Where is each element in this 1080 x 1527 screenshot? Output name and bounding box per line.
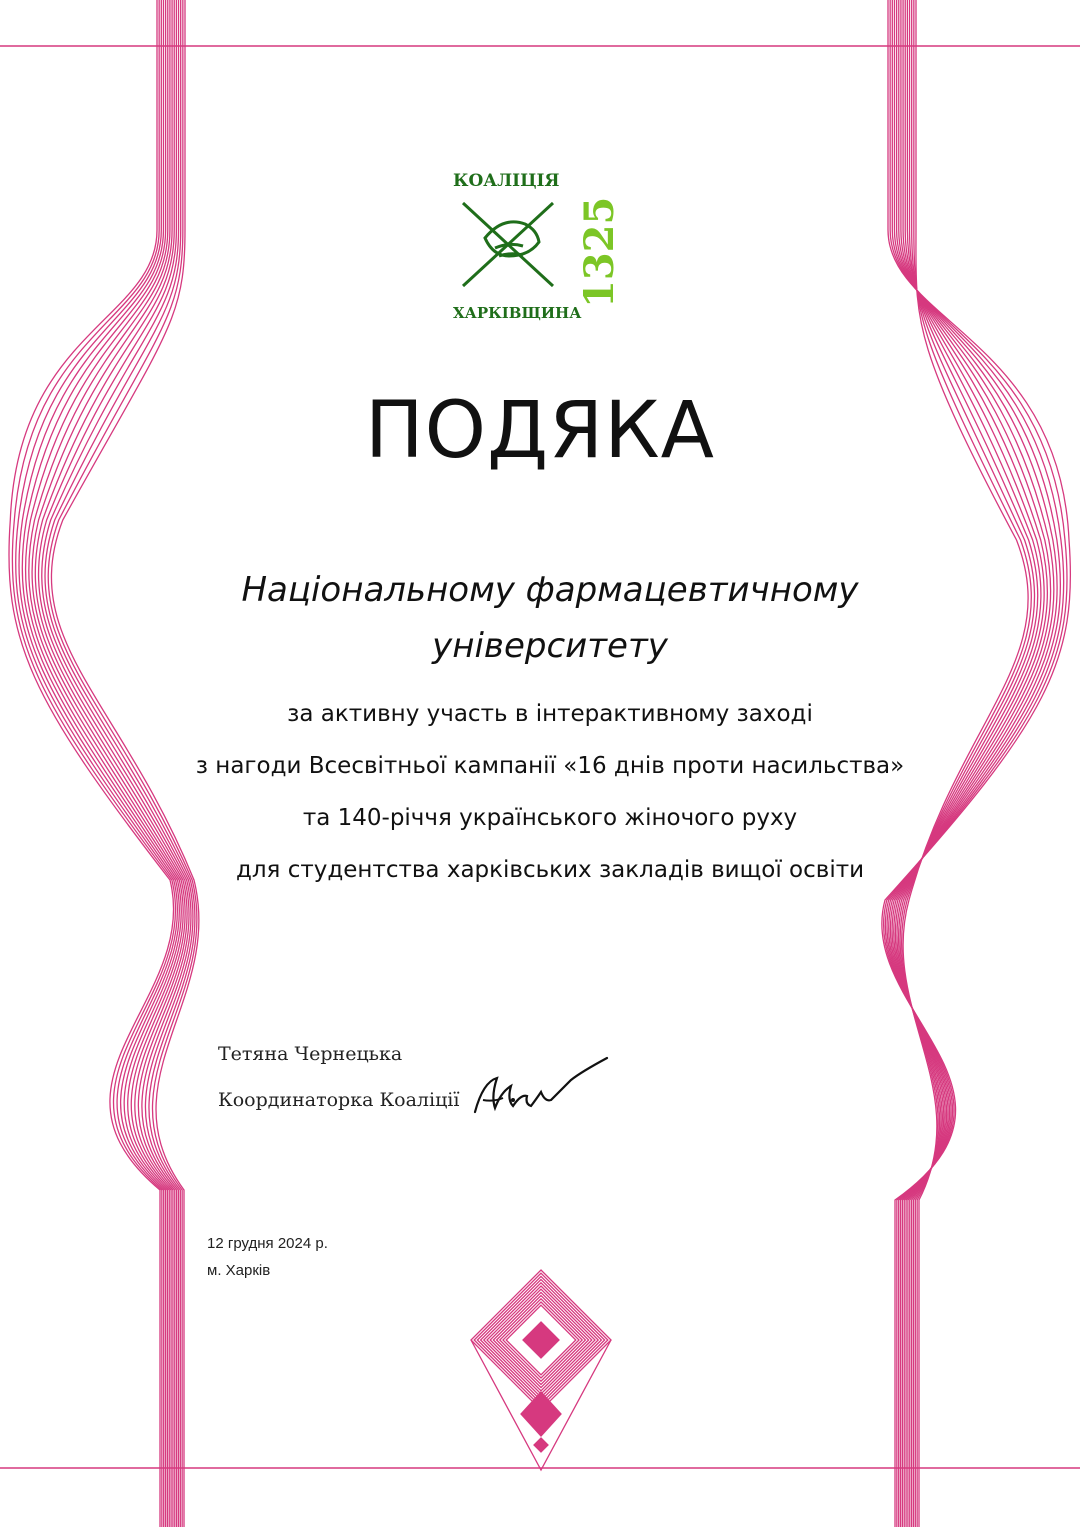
issue-city: м. Харків [207,1262,271,1279]
issue-date: 12 грудня 2024 р. [207,1235,328,1252]
signatory-role: Координаторка Коаліції [218,1089,460,1111]
handwritten-signature [463,1042,613,1132]
page-title: ПОДЯКА [365,386,715,476]
gratitude-text [90,688,1010,896]
diamond-ornament [471,1270,611,1470]
signatory-name: Тетяна Чернецька [218,1043,403,1065]
body-line-4: для студентства харківських закладів вищої освіти [235,857,865,883]
body-line-3: та 140-річчя українського жіночого руху [302,805,798,831]
logo-top-text: КОАЛІЦІЯ [453,171,560,191]
diamond-fill-top [523,1322,559,1358]
logo-bottom-text: ХАРКІВЩИНА [453,304,582,322]
recipient-line-2: університету [432,626,668,666]
hands-icon [463,203,553,286]
diamond-fill-bottom [521,1392,561,1436]
coalition-logo [445,158,620,323]
logo-number: 1325 [576,196,620,308]
body-line-1: за активну участь в інтерактивному заході [287,701,813,727]
body-line-2: з нагоди Всесвітньої кампанії «16 днів проти насильства» [195,753,905,779]
recipient-line-1: Національному фармацевтичному [241,570,859,610]
recipient-name [150,562,950,674]
diamond-fill-tip [534,1438,548,1452]
